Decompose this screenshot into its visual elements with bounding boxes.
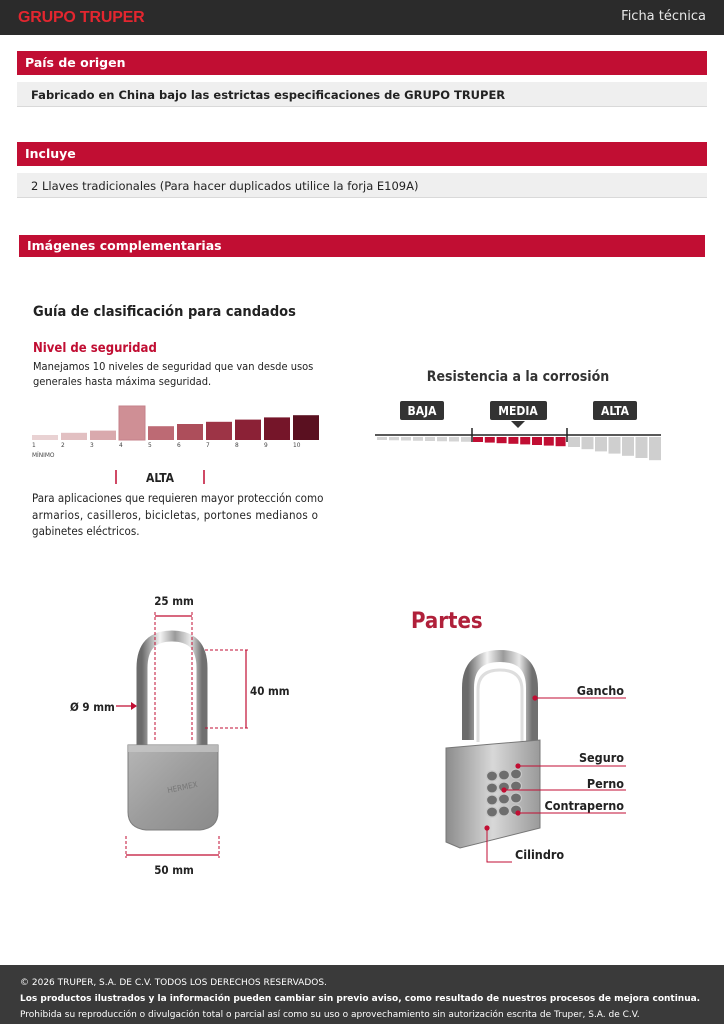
parts-body-image xyxy=(446,740,540,848)
security-level-bar-8 xyxy=(235,420,261,440)
security-level-tick-10: 10 xyxy=(293,441,301,449)
dim-shackle-width: 25 mm xyxy=(154,594,194,608)
corrosion-bar-8 xyxy=(461,437,471,442)
security-level-tick-9: 9 xyxy=(264,441,268,449)
security-level-tick-5: 5 xyxy=(148,441,152,449)
corrosion-bar-20 xyxy=(609,437,621,454)
dial-wheel xyxy=(487,795,498,805)
security-level-tick-8: 8 xyxy=(235,441,239,449)
footer xyxy=(0,965,724,1024)
corrosion-level-alta xyxy=(593,401,637,420)
part-label-seguro: Seguro xyxy=(578,750,624,765)
corrosion-bar-11 xyxy=(497,437,507,443)
corrosion-bar-21 xyxy=(622,437,634,456)
dial-wheel xyxy=(511,793,522,803)
security-level-tick-1: 1 xyxy=(32,441,36,449)
parts-title: Partes xyxy=(411,609,483,634)
corrosion-bar-7 xyxy=(449,437,459,442)
dial-wheel xyxy=(487,807,498,817)
dial-wheel xyxy=(499,770,510,780)
part-label-contraperno: Contraperno xyxy=(544,798,624,813)
svg-text:BAJA: BAJA xyxy=(407,404,437,418)
security-level-bar-9 xyxy=(264,417,290,440)
dim-body-width: 50 mm xyxy=(154,863,194,877)
part-callout-dot-4 xyxy=(515,810,520,815)
security-level-title: Nivel de seguridad xyxy=(33,341,157,356)
corrosion-bar-13 xyxy=(520,437,530,444)
security-level-tick-4: 4 xyxy=(119,441,123,449)
footer-copyright: © 2026 TRUPER, S.A. DE C.V. TODOS LOS DERECHOS RESERVADOS. xyxy=(20,978,327,988)
corrosion-bar-12 xyxy=(508,437,518,444)
footer-prohibition: Prohibida su reproducción o divulgación total o parcial así como su uso o aprovechamiento sin autorización escrita de Truper, S.A. de C.V. xyxy=(20,1010,640,1020)
corrosion-scale-bars xyxy=(377,437,661,460)
security-level-tick-2: 2 xyxy=(61,441,65,449)
part-label-perno: Perno xyxy=(586,776,624,791)
security-level-desc-1: Manejamos 10 niveles de seguridad que van desde usos xyxy=(33,360,314,373)
corrosion-bar-4 xyxy=(413,437,423,441)
svg-text:ALTA: ALTA xyxy=(600,404,630,418)
part-callout-dot-2 xyxy=(515,763,520,768)
corrosion-bar-14 xyxy=(532,437,542,445)
origin-section-title: País de origen xyxy=(17,51,707,75)
shackle-image xyxy=(142,636,202,745)
part-label-gancho: Gancho xyxy=(576,683,624,698)
applications-line-3: gabinetes eléctricos. xyxy=(32,524,140,538)
corrosion-bar-18 xyxy=(582,437,594,449)
corrosion-bar-10 xyxy=(485,437,495,443)
security-level-tick-6: 6 xyxy=(177,441,181,449)
padlock-dimensions-illustration xyxy=(128,636,218,830)
dial-wheel xyxy=(511,769,522,779)
guide-title: Guía de clasificación para candados xyxy=(33,304,296,320)
security-level-bar-7 xyxy=(206,422,232,440)
security-level-tick-3: 3 xyxy=(90,441,94,449)
images-section-title: Imágenes complementarias xyxy=(19,235,705,257)
corrosion-bar-9 xyxy=(473,437,483,442)
min-label: MÍNIMO xyxy=(32,451,55,459)
corrosion-title: Resistencia a la corrosión xyxy=(426,369,610,385)
corrosion-bar-22 xyxy=(636,437,648,458)
combination-padlock-illustration xyxy=(446,656,540,848)
includes-section-title: Incluye xyxy=(17,142,707,166)
corrosion-level-media xyxy=(490,401,547,428)
corrosion-bar-2 xyxy=(389,437,399,440)
dial-wheel xyxy=(499,806,510,816)
dial-wheel xyxy=(487,783,498,793)
part-callout-dot-3 xyxy=(501,787,506,792)
security-level-bar-2 xyxy=(61,433,87,440)
corrosion-bar-19 xyxy=(595,437,607,451)
svg-text:MEDIA: MEDIA xyxy=(498,404,538,418)
footer-notice: Los productos ilustrados y la información pueden cambiar sin previo aviso, como resultado de nuestros procesos de mejora continua. xyxy=(20,994,701,1004)
part-callout-dot-1 xyxy=(532,695,537,700)
dial-wheel xyxy=(499,794,510,804)
corrosion-level-baja xyxy=(400,401,444,420)
padlock-engraving: HERMEX xyxy=(166,779,199,796)
includes-text: 2 Llaves tradicionales (Para hacer duplicados utilice la forja E109A) xyxy=(17,173,707,198)
security-level-bars xyxy=(32,406,319,449)
applications-line-2: armarios, casilleros, bicicletas, portones medianos o xyxy=(32,508,318,522)
corrosion-bar-6 xyxy=(437,437,447,441)
document-type: Ficha técnica xyxy=(621,9,706,24)
dial-wheel xyxy=(487,771,498,781)
corrosion-bar-16 xyxy=(556,437,566,446)
level-name: ALTA xyxy=(145,471,175,485)
corrosion-bar-23 xyxy=(649,437,661,460)
security-level-bar-1 xyxy=(32,435,58,440)
corrosion-bar-3 xyxy=(401,437,411,441)
corrosion-bar-5 xyxy=(425,437,435,441)
corrosion-bar-1 xyxy=(377,437,387,440)
origin-text: Fabricado en China bajo las estrictas especificaciones de GRUPO TRUPER xyxy=(17,82,707,107)
security-level-bar-4 xyxy=(119,406,145,440)
part-label-cilindro: Cilindro xyxy=(515,847,565,862)
dim-shackle-diameter: Ø 9 mm xyxy=(70,700,115,714)
corrosion-bar-15 xyxy=(544,437,554,446)
security-level-desc-2: generales hasta máxima seguridad. xyxy=(33,375,212,388)
security-level-tick-7: 7 xyxy=(206,441,210,449)
corrosion-bar-17 xyxy=(568,437,580,447)
brand-logo: GRUPO TRUPER xyxy=(18,9,145,26)
security-level-bar-3 xyxy=(90,431,116,440)
applications-line-1: Para aplicaciones que requieren mayor protección como xyxy=(32,491,324,505)
security-level-bar-6 xyxy=(177,424,203,440)
part-callout-dot-5 xyxy=(484,825,489,830)
dim-shackle-height: 40 mm xyxy=(250,684,290,698)
security-level-bar-10 xyxy=(293,415,319,440)
security-level-bar-5 xyxy=(148,426,174,440)
